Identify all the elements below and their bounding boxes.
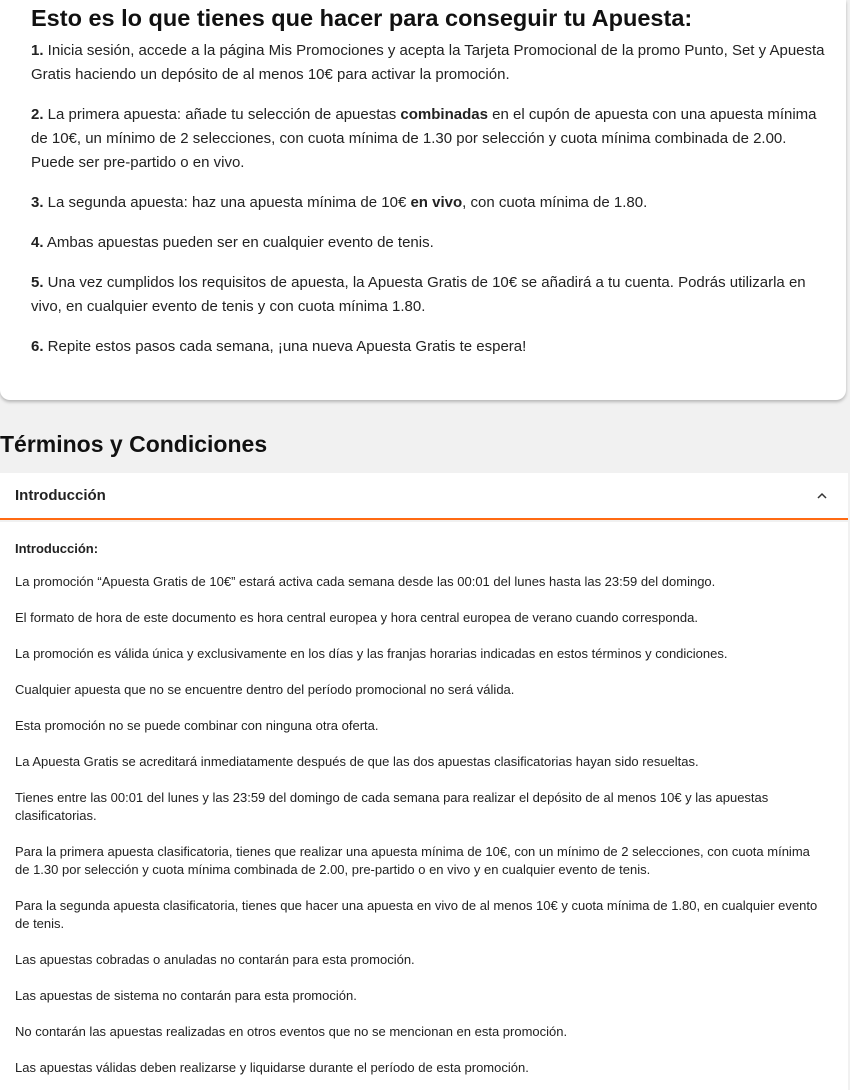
step-item [31,231,826,255]
term-paragraph: Tienes entre las 00:01 del lunes y las 23:59 del domingo de cada semana para realizar el depósito de al menos 10€ y las apuestas clasificatorias. [15,790,769,823]
step-item [31,271,826,319]
steps-title: Esto es lo que tienes que hacer para conseguir tu Apuesta: [31,5,693,31]
term-paragraph: La Apuesta Gratis se acreditará inmediatamente después de que las dos apuestas clasificatorias hayan sido resueltas. [15,754,699,769]
accordion-content [0,522,848,1090]
step-text: La primera apuesta: añade tu selección de apuestas [43,106,401,123]
step-item [31,191,826,215]
step-text: Inicia sesión, accede a la página Mis Promociones y acepta la Tarjeta Promocional de la promo Punto, Set y Apuesta Gratis haciendo un depósito de al menos 10€ para activar la promoción. [31,42,825,83]
step-item [31,335,826,359]
accordion-title: Introducción [15,487,106,504]
step-text: La segunda apuesta: haz una apuesta mínima de 10€ [43,194,411,211]
steps-list [31,39,826,359]
step-emphasis: combinadas [400,106,488,123]
step-number: 6. [31,338,44,355]
term-paragraph: La promoción es válida única y exclusivamente en los días y las franjas horarias indicadas en estos términos y condiciones. [15,646,728,661]
step-number: 4. [31,234,44,251]
term-paragraph: No contarán las apuestas realizadas en otros eventos que no se mencionan en esta promoción. [15,1024,568,1039]
step-text: Una vez cumplidos los requisitos de apuesta, la Apuesta Gratis de 10€ se añadirá a tu cuenta. Podrás utilizarla en vivo, en cualquier evento de tenis y con cuota mínima 1.80. [31,274,806,315]
step-item [31,39,826,87]
promo-steps-card [0,0,846,400]
step-text: Ambas apuestas pueden ser en cualquier evento de tenis. [43,234,434,251]
term-paragraph: La promoción “Apuesta Gratis de 10€” estará activa cada semana desde las 00:01 del lunes hasta las 23:59 del domingo. [15,574,716,589]
term-paragraph: Cualquier apuesta que no se encuentre dentro del período promocional no será válida. [15,682,515,697]
term-paragraph: Las apuestas cobradas o anuladas no contarán para esta promoción. [15,952,415,967]
step-number: 2. [31,106,44,123]
term-paragraph: Las apuestas de sistema no contarán para esta promoción. [15,988,357,1003]
step-item [31,103,826,175]
term-paragraph: El formato de hora de este documento es hora central europea y hora central europea de verano cuando corresponda. [15,610,698,625]
term-paragraph: Esta promoción no se puede combinar con ninguna otra oferta. [15,718,379,733]
content-heading: Introducción: [15,541,99,556]
accordion-toggle-introduccion[interactable] [0,473,848,520]
terms-title: Términos y Condiciones [0,431,268,457]
step-number: 1. [31,42,44,59]
chevron-up-icon[interactable] [816,490,828,502]
term-paragraph: Para la segunda apuesta clasificatoria, tienes que hacer una apuesta en vivo de al menos 10€ y cuota mínima de 1.80, en cualquier evento de tenis. [15,898,818,931]
term-paragraph: Para la primera apuesta clasificatoria, tienes que realizar una apuesta mínima de 10€, con un mínimo de 2 selecciones, con cuota mínima de 1.30 por selección y cuota mínima combinada de 2.00, pre-partido o en vivo y en cualquier evento de tenis. [15,844,810,877]
step-text: Repite estos pasos cada semana, ¡una nueva Apuesta Gratis te espera! [43,338,527,355]
step-text-end: en el cupón de apuesta con una apuesta mínima de 10€, un mínimo de 2 selecciones, con cuota mínima de 1.30 por selección y cuota mínima combinada de 2.00. Puede ser pre-partido o en vivo. [31,106,817,171]
term-paragraph: Las apuestas válidas deben realizarse y liquidarse durante el período de esta promoción. [15,1060,529,1075]
step-text-end: , con cuota mínima de 1.80. [462,194,648,211]
step-number: 5. [31,274,44,291]
step-emphasis: en vivo [410,194,463,211]
step-number: 3. [31,194,44,211]
